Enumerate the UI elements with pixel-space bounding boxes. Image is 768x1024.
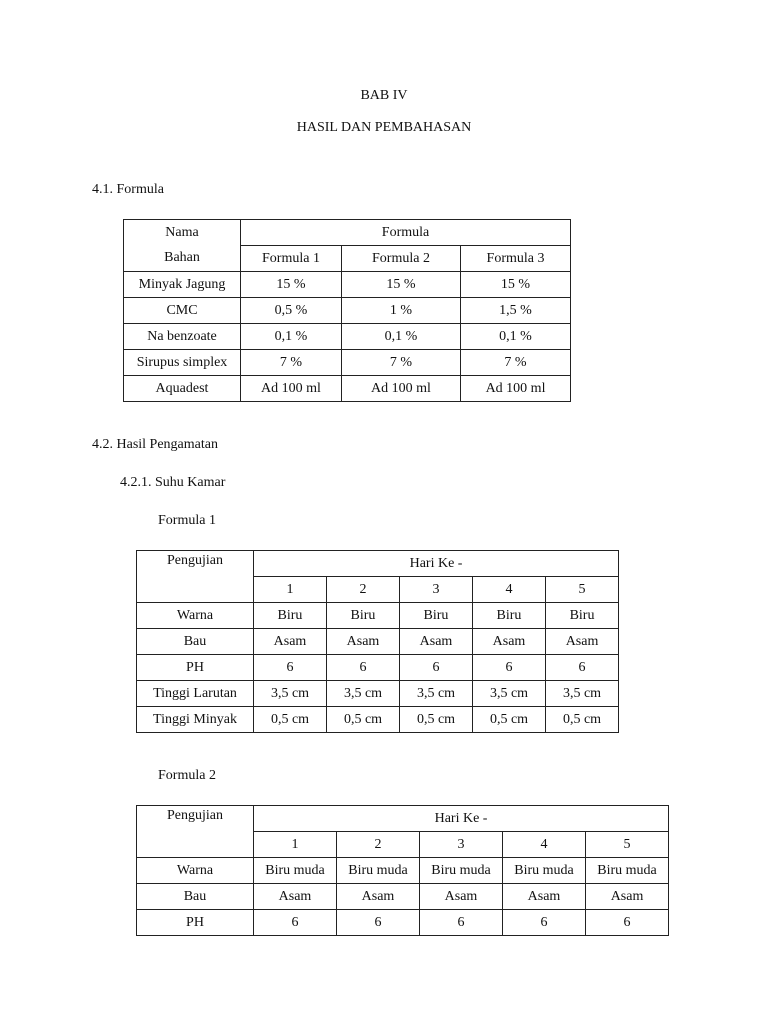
table-row bbox=[137, 629, 619, 655]
cell: 7 % bbox=[461, 350, 571, 376]
cell: 6 bbox=[400, 655, 473, 681]
row-label: Aquadest bbox=[124, 376, 241, 402]
header-day-group: Hari Ke - bbox=[254, 806, 669, 832]
section-formula-heading: 4.1. Formula bbox=[92, 182, 164, 197]
cell: 3,5 cm bbox=[327, 681, 400, 707]
cell: Asam bbox=[327, 629, 400, 655]
cell: 0,5 cm bbox=[400, 707, 473, 733]
cell: Ad 100 ml bbox=[461, 376, 571, 402]
cell: Asam bbox=[254, 884, 337, 910]
cell: Biru bbox=[254, 603, 327, 629]
header-formula-group: Formula bbox=[241, 220, 571, 246]
cell: 6 bbox=[254, 910, 337, 936]
cell: 3,5 cm bbox=[254, 681, 327, 707]
cell: 0,1 % bbox=[241, 324, 342, 350]
header-day-group: Hari Ke - bbox=[254, 551, 619, 577]
cell: Biru muda bbox=[420, 858, 503, 884]
cell: Biru muda bbox=[254, 858, 337, 884]
cell: 6 bbox=[503, 910, 586, 936]
day-header: 2 bbox=[337, 832, 420, 858]
chapter-heading: BAB IV bbox=[360, 88, 408, 103]
cell: 3,5 cm bbox=[473, 681, 546, 707]
column-header: Formula 2 bbox=[342, 246, 461, 272]
cell: 6 bbox=[337, 910, 420, 936]
row-label: Sirupus simplex bbox=[124, 350, 241, 376]
cell: Biru bbox=[473, 603, 546, 629]
day-header: 3 bbox=[420, 832, 503, 858]
cell: Biru bbox=[546, 603, 619, 629]
day-header: 3 bbox=[400, 577, 473, 603]
cell: 0,5 cm bbox=[473, 707, 546, 733]
cell: Biru muda bbox=[586, 858, 669, 884]
cell: 0,1 % bbox=[461, 324, 571, 350]
row-label: Warna bbox=[137, 858, 254, 884]
cell: 0,5 cm bbox=[327, 707, 400, 733]
day-header: 4 bbox=[473, 577, 546, 603]
row-label: Minyak Jagung bbox=[124, 272, 241, 298]
row-label: Tinggi Larutan bbox=[137, 681, 254, 707]
cell: Biru muda bbox=[503, 858, 586, 884]
cell: 0,5 cm bbox=[546, 707, 619, 733]
page-title: HASIL DAN PEMBAHASAN bbox=[296, 120, 472, 135]
cell: 15 % bbox=[461, 272, 571, 298]
formula-table bbox=[123, 219, 571, 402]
cell: 0,5 cm bbox=[254, 707, 327, 733]
formula1-label: Formula 1 bbox=[158, 513, 216, 528]
cell: Asam bbox=[420, 884, 503, 910]
cell: Asam bbox=[400, 629, 473, 655]
table-row bbox=[137, 655, 619, 681]
cell: 6 bbox=[254, 655, 327, 681]
cell: Biru muda bbox=[337, 858, 420, 884]
formula2-label: Formula 2 bbox=[158, 768, 216, 783]
column-header: Formula 1 bbox=[241, 246, 342, 272]
cell: Asam bbox=[473, 629, 546, 655]
cell: 6 bbox=[327, 655, 400, 681]
cell: Asam bbox=[503, 884, 586, 910]
row-label: Na benzoate bbox=[124, 324, 241, 350]
header-name-cell: Nama bbox=[124, 220, 241, 246]
cell: 0,1 % bbox=[342, 324, 461, 350]
cell: 7 % bbox=[342, 350, 461, 376]
day-header: 4 bbox=[503, 832, 586, 858]
table-row bbox=[137, 884, 669, 910]
cell: 6 bbox=[420, 910, 503, 936]
cell: 7 % bbox=[241, 350, 342, 376]
day-header: 1 bbox=[254, 577, 327, 603]
table-row bbox=[137, 858, 669, 884]
cell: Ad 100 ml bbox=[342, 376, 461, 402]
table-row bbox=[137, 910, 669, 936]
day-header: 1 bbox=[254, 832, 337, 858]
header-name-cell-2: Bahan bbox=[124, 246, 241, 272]
row-label: PH bbox=[137, 910, 254, 936]
cell: 6 bbox=[473, 655, 546, 681]
formula1-table bbox=[136, 550, 619, 733]
cell: 1 % bbox=[342, 298, 461, 324]
day-header: 2 bbox=[327, 577, 400, 603]
cell: Ad 100 ml bbox=[241, 376, 342, 402]
cell: 15 % bbox=[342, 272, 461, 298]
day-header: 5 bbox=[586, 832, 669, 858]
table-row bbox=[137, 681, 619, 707]
cell: 3,5 cm bbox=[546, 681, 619, 707]
cell: 15 % bbox=[241, 272, 342, 298]
section-results-heading: 4.2. Hasil Pengamatan bbox=[92, 437, 218, 452]
table-row bbox=[124, 376, 571, 402]
table-row bbox=[124, 350, 571, 376]
row-label: Tinggi Minyak bbox=[137, 707, 254, 733]
formula2-table bbox=[136, 805, 669, 936]
day-header: 5 bbox=[546, 577, 619, 603]
cell: Biru bbox=[327, 603, 400, 629]
column-header: Formula 3 bbox=[461, 246, 571, 272]
row-label: CMC bbox=[124, 298, 241, 324]
cell: Asam bbox=[546, 629, 619, 655]
table-row bbox=[137, 603, 619, 629]
cell: Asam bbox=[586, 884, 669, 910]
table-row bbox=[124, 298, 571, 324]
table-row bbox=[124, 324, 571, 350]
row-label: Warna bbox=[137, 603, 254, 629]
header-test-cell: Pengujian bbox=[137, 806, 254, 858]
cell: Asam bbox=[254, 629, 327, 655]
table-row bbox=[137, 707, 619, 733]
row-label: Bau bbox=[137, 884, 254, 910]
subsection-room-heading: 4.2.1. Suhu Kamar bbox=[120, 475, 226, 490]
cell: Asam bbox=[337, 884, 420, 910]
cell: 6 bbox=[546, 655, 619, 681]
cell: 0,5 % bbox=[241, 298, 342, 324]
cell: 3,5 cm bbox=[400, 681, 473, 707]
cell: Biru bbox=[400, 603, 473, 629]
row-label: PH bbox=[137, 655, 254, 681]
row-label: Bau bbox=[137, 629, 254, 655]
header-test-cell: Pengujian bbox=[137, 551, 254, 603]
cell: 1,5 % bbox=[461, 298, 571, 324]
table-row bbox=[124, 272, 571, 298]
cell: 6 bbox=[586, 910, 669, 936]
